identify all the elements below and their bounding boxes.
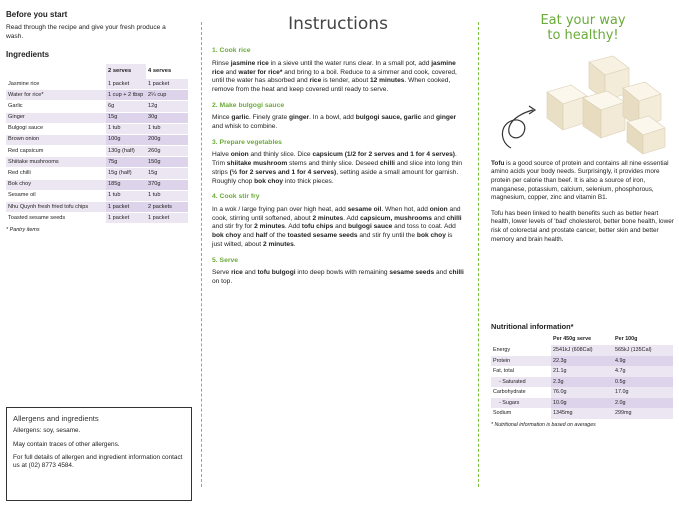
nutrition-row	[491, 356, 673, 367]
nutrition-per-serve: 1345mg	[551, 408, 613, 419]
ingredient-row	[6, 112, 188, 123]
step-bold-term: 2 minutes	[262, 240, 294, 248]
step-text-segment: into deep bowls with remaining	[295, 269, 390, 277]
ingredient-row	[6, 146, 188, 157]
ingredient-name: Jasmine rice	[6, 79, 106, 90]
nutrition-footnote: * Nutritional information is based on averages	[491, 421, 596, 428]
step-text-segment: and	[242, 269, 258, 277]
step-bold-term: tofu bulgogi	[257, 269, 296, 277]
step-3-text	[212, 151, 464, 186]
step-1-text	[212, 60, 464, 95]
tofu-info-text: is a good source of protein and contains all nine essential amino acids your body needs. Surprisingly, it provides more protein per calorie than beef. It is also a source of iron, manganese, potassium, calcium, selenium, phosphorous, magnesium, copper, zinc and vitamin B1.	[491, 159, 669, 202]
step-bold-term: shiitake mushroom	[226, 160, 288, 168]
ingredient-name: Bok choy	[6, 179, 106, 190]
ingredient-row	[6, 79, 188, 90]
ingredient-name: Nhu Quynh fresh fried tofu chips	[6, 201, 106, 212]
ingredient-row	[6, 168, 188, 179]
ingredients-header-4-serves: 4 serves	[148, 67, 172, 74]
ingredient-2-serves: 6g	[106, 101, 146, 112]
step-bold-term: half	[255, 232, 268, 240]
step-text-segment: and	[223, 68, 239, 76]
step-text-segment: , setting aside a small amount for garnish. Roughly chop	[212, 168, 459, 185]
step-4-heading: 4. Cook stir fry	[212, 193, 260, 201]
nutrition-row	[491, 408, 673, 419]
ingredient-name: Red chilli	[6, 168, 106, 179]
step-text-segment: and slice into long thin strips	[212, 160, 463, 176]
allergens-contact: For full details of allergen and ingredient information contact us at (02) 8773 4584.	[13, 454, 183, 470]
nutrition-label: Carbohydrate	[493, 389, 526, 396]
step-text-segment: In a wok / large frying pan over high heat, add	[212, 205, 348, 213]
step-text-segment: of the	[267, 232, 288, 240]
ingredient-name: Toasted sesame seeds	[6, 213, 106, 224]
ingredient-name: Garlic	[6, 101, 106, 112]
step-bold-term: sesame oil	[347, 205, 382, 213]
nutrition-label: Sodium	[493, 410, 512, 417]
nutrition-per-serve: 10.0g	[551, 398, 613, 409]
step-text-segment: . Add	[284, 223, 302, 231]
ingredient-4-serves: 1 packet	[146, 79, 188, 90]
step-5-text	[212, 269, 464, 287]
step-text-segment: and thinly slice. Dice	[248, 151, 313, 159]
ingredient-4-serves: 2 packets	[146, 201, 188, 212]
nutrition-label: Energy	[493, 346, 511, 353]
ingredient-4-serves: 1 tub	[146, 190, 188, 201]
step-bold-term: 2 minutes	[312, 214, 344, 222]
ingredient-2-serves: 130g (half)	[106, 146, 146, 157]
ingredient-4-serves: 200g	[146, 134, 188, 145]
step-bold-term: onion	[230, 151, 249, 159]
step-bold-term: 2 minutes	[254, 223, 285, 231]
ingredients-header-2-serves: 2 serves	[106, 64, 146, 79]
ingredients-heading: Ingredients	[6, 49, 50, 59]
tofu-cubes-illustration	[491, 48, 677, 156]
nutrition-header-per-serve: Per 450g serve	[553, 336, 592, 343]
column-divider-left	[201, 22, 202, 487]
nutrition-per-serve: 22.3g	[551, 356, 613, 367]
eat-healthy-title-line2: to healthy!	[547, 27, 619, 43]
allergens-list: Allergens: soy, sesame.	[13, 427, 81, 435]
instructions-column	[204, 0, 470, 509]
ingredient-2-serves: 15g	[106, 112, 146, 123]
nutrition-heading: Nutritional information*	[491, 322, 574, 332]
tofu-word: Tofu	[491, 159, 505, 167]
ingredient-row	[6, 190, 188, 201]
nutrition-table	[491, 334, 673, 418]
step-bold-term: rice	[231, 269, 243, 277]
ingredient-4-serves: 370g	[146, 179, 188, 190]
ingredient-name: Water for rice*	[6, 90, 106, 101]
ingredient-4-serves: 1 packet	[146, 213, 188, 224]
ingredient-name: Brown onion	[6, 134, 106, 145]
step-text-segment: is tender, about	[321, 77, 371, 85]
step-bold-term: jasmine rice	[230, 59, 269, 67]
ingredient-row	[6, 201, 188, 212]
ingredient-2-serves: 1 packet	[106, 201, 146, 212]
nutrition-label: Protein	[491, 356, 551, 367]
ingredient-2-serves: 1 cup + 2 tbsp	[106, 90, 146, 101]
step-bold-term: chilli	[446, 214, 462, 222]
ingredient-row	[6, 90, 188, 101]
ingredient-4-serves: 1 tub	[146, 123, 188, 134]
step-bold-term: tofu chips	[301, 223, 334, 231]
step-text-segment: . Trim	[212, 151, 457, 168]
nutrition-per-serve: 76.0g	[551, 387, 613, 398]
ingredient-2-serves: 1 tub	[106, 190, 146, 201]
step-bold-term: chilli	[379, 160, 396, 168]
step-text-segment: and	[431, 214, 447, 222]
ingredient-name: Shiitake mushrooms	[6, 157, 106, 168]
before-you-start-text: Read through the recipe and give your fresh produce a wash.	[6, 24, 166, 40]
ingredient-2-serves: 100g	[106, 134, 146, 145]
ingredients-header-name	[6, 64, 106, 79]
step-bold-term: capsicum, mushrooms	[360, 214, 432, 222]
nutrition-row	[491, 387, 673, 398]
step-3-heading: 3. Prepare vegetables	[212, 138, 282, 146]
ingredient-2-serves: 15g (half)	[106, 168, 146, 179]
step-text-segment: in a sieve until the water runs clear. In a small pot, add	[268, 59, 432, 67]
step-text-segment: and	[421, 114, 436, 122]
pantry-footnote: * Pantry items	[6, 227, 40, 234]
ingredient-name: Red capsicum	[6, 146, 106, 157]
ingredient-2-serves: 185g	[106, 179, 146, 190]
step-text-segment: and	[434, 269, 449, 277]
step-text-segment: stems and thinly slice. Deseed	[287, 160, 380, 168]
step-text-segment: . Add	[343, 214, 361, 222]
ingredient-4-serves: 260g	[146, 146, 188, 157]
allergens-traces: May contain traces of other allergens.	[13, 440, 120, 448]
step-bold-term: ginger	[288, 114, 310, 122]
step-text-segment: . Finely grate	[249, 114, 289, 122]
step-bold-term: 12 minutes	[370, 77, 405, 85]
nutrition-row	[491, 345, 673, 356]
ingredient-row	[6, 179, 188, 190]
nutrition-per-100g: 299mg	[613, 408, 673, 419]
ingredient-name: Sesame oil	[6, 190, 106, 201]
nutrition-per-serve: 2.3g	[551, 377, 613, 388]
nutrition-body	[491, 345, 673, 419]
step-bold-term: bok choy	[416, 232, 446, 240]
step-text-segment: Mince	[212, 114, 232, 122]
step-bold-term: ginger	[435, 114, 457, 122]
step-bold-term: onion	[429, 205, 448, 213]
step-text-segment: . When cooked, remove from the heat and keep covered until ready to serve.	[212, 77, 451, 94]
step-4-text	[212, 206, 464, 250]
before-you-start-heading: Before you start	[6, 10, 68, 19]
instructions-title: Instructions	[288, 14, 388, 34]
nutrition-header-row	[491, 334, 673, 345]
ingredient-row	[6, 157, 188, 168]
ingredient-4-serves: 2¼ cup	[146, 90, 188, 101]
step-text-segment: is just wilted, about	[212, 232, 453, 248]
nutrition-label: - Saturated	[491, 377, 551, 388]
step-2-text	[212, 114, 464, 132]
step-bold-term: rice	[309, 77, 322, 85]
step-2-heading: 2. Make bulgogi sauce	[212, 101, 285, 109]
step-text-segment: and whisk to combine.	[212, 123, 278, 131]
ingredients-header-row	[6, 64, 188, 79]
nutrition-per-serve: 2541kJ (608Cal)	[551, 345, 613, 356]
step-bold-term: garlic	[231, 114, 250, 122]
step-bold-term: toasted sesame seeds	[287, 232, 358, 240]
step-text-segment: and stir fry for	[212, 223, 255, 231]
step-text-segment: Serve	[212, 269, 232, 277]
nutrition-header-label	[491, 334, 551, 345]
nutrition-per-100g: 17.0g	[613, 387, 673, 398]
nutrition-row	[491, 377, 673, 388]
ingredient-name: Ginger	[6, 112, 106, 123]
step-text-segment: and toss to coat. Add	[392, 223, 456, 231]
step-text-segment: Halve	[212, 151, 231, 159]
step-bold-term: bok choy	[254, 177, 284, 185]
ingredient-4-serves: 12g	[146, 101, 188, 112]
ingredient-4-serves: 15g	[146, 168, 188, 179]
step-bold-term: jasmine rice	[212, 59, 456, 76]
nutrition-per-100g: 2.0g	[613, 398, 673, 409]
allergens-box	[6, 407, 192, 501]
nutrition-row	[491, 366, 673, 377]
health-column	[483, 0, 679, 509]
ingredient-4-serves: 150g	[146, 157, 188, 168]
step-text-segment: . In a bowl, add	[309, 114, 356, 122]
ingredient-4-serves: 30g	[146, 112, 188, 123]
tofu-benefits-paragraph: Tofu has been linked to health benefits such as better heart health, lower levels of 'bad' cholesterol, better bone health, lower risk of colorectal and prostate cancer, better skin and better memory and brain health.	[491, 209, 674, 243]
ingredients-body	[6, 79, 188, 224]
ingredient-2-serves: 75g	[106, 157, 146, 168]
step-bold-term: chilli	[448, 269, 464, 277]
ingredient-name: Bulgogi sauce	[6, 123, 106, 134]
ingredient-row	[6, 134, 188, 145]
step-bold-term: water for rice*	[238, 68, 283, 76]
column-divider-right	[478, 22, 479, 487]
eat-healthy-title-line1: Eat your way	[540, 13, 626, 28]
tofu-info-paragraph	[491, 160, 675, 203]
step-bold-term: (½ for 2 serves and 1 for 4 serves)	[229, 168, 337, 176]
ingredient-row	[6, 123, 188, 134]
step-text-segment: . When hot, add	[381, 205, 430, 213]
nutrition-label: Fat, total	[493, 368, 514, 375]
step-text-segment: into thick pieces.	[283, 177, 334, 185]
step-5-heading: 5. Serve	[212, 256, 239, 264]
nutrition-per-100g: 0.5g	[613, 377, 673, 388]
ingredient-row	[6, 213, 188, 224]
ingredient-2-serves: 1 packet	[106, 79, 146, 90]
ingredient-row	[6, 101, 188, 112]
ingredient-2-serves: 1 packet	[106, 213, 146, 224]
step-bold-term: sesame seeds	[389, 269, 435, 277]
step-1-heading: 1. Cook rice	[212, 47, 251, 55]
step-bold-term: bulgogi sauce, garlic	[355, 114, 422, 122]
step-text-segment: .	[293, 240, 296, 248]
step-bold-term: bok choy	[212, 232, 241, 240]
step-text-segment: and stir fry until the	[357, 232, 417, 240]
step-text-segment: on top.	[212, 277, 233, 285]
step-text-segment: and cook, stirring until softened, about	[212, 205, 461, 222]
nutrition-label: - Sugars	[491, 398, 551, 409]
step-text-segment: and	[333, 223, 348, 231]
nutrition-per-100g: 565kJ (135Cal)	[613, 345, 673, 356]
nutrition-per-100g: 4.7g	[613, 366, 673, 377]
ingredients-table	[6, 64, 188, 224]
step-bold-term: capsicum (1/2 for 2 serves and 1 for 4 serves)	[312, 151, 456, 159]
nutrition-header-per-100g: Per 100g	[615, 336, 638, 343]
step-text-segment: Rinse	[212, 59, 231, 67]
eat-healthy-title	[491, 14, 675, 44]
ingredient-2-serves: 1 tub	[106, 123, 146, 134]
nutrition-per-100g: 4.9g	[613, 356, 673, 367]
step-bold-term: bulgogi sauce	[347, 223, 393, 231]
allergens-heading: Allergens and ingredients	[13, 414, 99, 423]
tofu-cubes-icon	[491, 48, 677, 156]
step-text-segment: and	[240, 232, 256, 240]
nutrition-row	[491, 398, 673, 409]
nutrition-per-serve: 21.1g	[551, 366, 613, 377]
step-text-segment: and bring to a boil. Reduce to a simmer and cook, covered, until the water has absorbed and	[212, 68, 457, 85]
